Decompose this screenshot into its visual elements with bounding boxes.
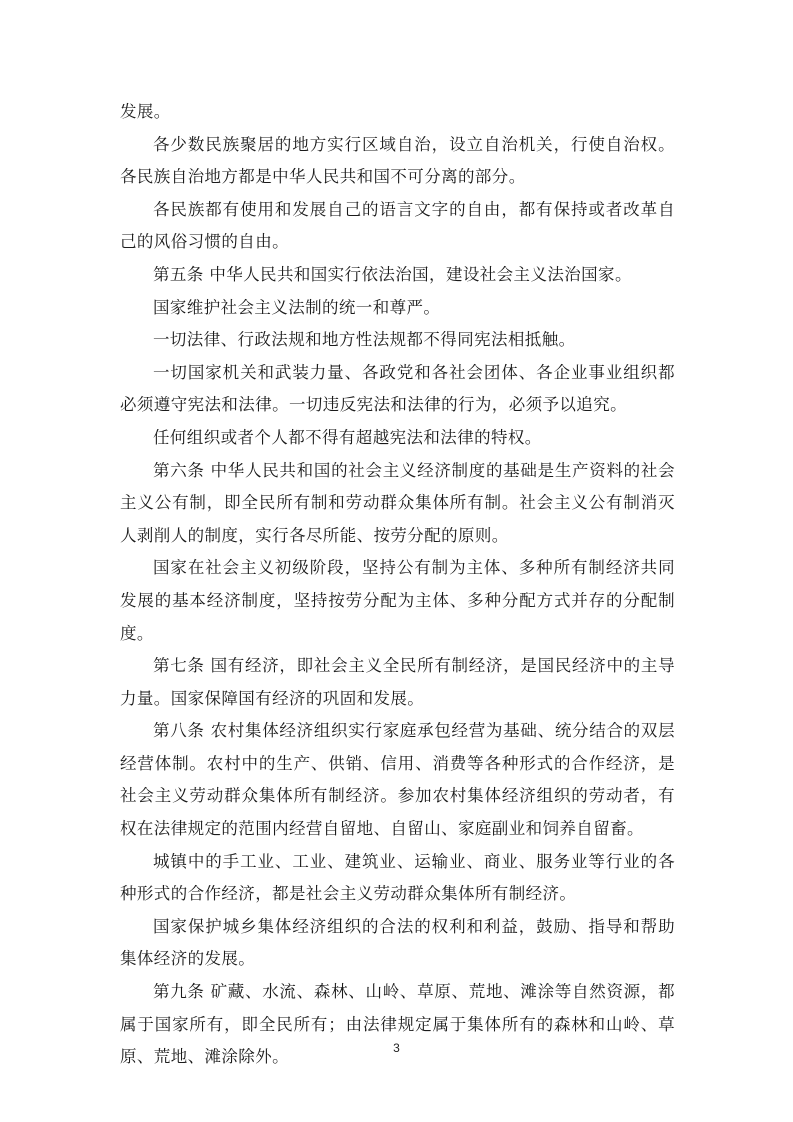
paragraph: 一切法律、行政法规和地方性法规都不得同宪法相抵触。 [153,330,576,350]
article-8-paragraph: 第八条 农村集体经济组织实行家庭承包经营为基础、统分结合的双层经营体制。农村中的生产、供销、信用、消费等各种形式的合作经济，是社会主义劳动群众集体所有制经济。参加农村集体经济组织的劳动者，有权在法律规定的范围内经营自留地、自留山、家庭副业和饲养自留畜。 [120,721,675,839]
article-5-paragraph: 第五条 中华人民共和国实行依法治国，建设社会主义法治国家。 [153,264,632,284]
paragraph: 城镇中的手工业、工业、建筑业、运输业、商业、服务业等行业的各种形式的合作经济，都是社会主义劳动群众集体所有制经济。 [120,851,675,904]
page-number: 3 [393,1041,400,1055]
article-9-paragraph: 第九条 矿藏、水流、森林、山岭、草原、荒地、滩涂等自然资源，都属于国家所有，即全民所有；由法律规定属于集体所有的森林和山岭、草原、荒地、滩涂除外。 [120,982,675,1067]
paragraph: 国家在社会主义初级阶段，坚持公有制为主体、多种所有制经济共同发展的基本经济制度，坚持按劳分配为主体、多种分配方式并存的分配制度。 [120,558,675,643]
paragraph: 发展。 [120,102,171,121]
paragraph: 一切国家机关和武装力量、各政党和各社会团体、各企业事业组织都必须遵守宪法和法律。一切违反宪法和法律的行为，必须予以追究。 [120,362,675,415]
article-6-paragraph: 第六条 中华人民共和国的社会主义经济制度的基础是生产资料的社会主义公有制，即全民所有制和劳动群众集体所有制。社会主义公有制消灭人剥削人的制度，实行各尽所能、按劳分配的原则。 [120,460,675,545]
document-body [120,96,675,1074]
paragraph: 国家维护社会主义法制的统一和尊严。 [153,297,441,317]
paragraph: 各少数民族聚居的地方实行区域自治，设立自治机关，行使自治权。各民族自治地方都是中华人民共和国不可分离的部分。 [120,134,675,187]
paragraph: 任何组织或者个人都不得有超越宪法和法律的特权。 [153,427,542,447]
article-7-paragraph: 第七条 国有经济，即社会主义全民所有制经济，是国民经济中的主导力量。国家保障国有经济的巩固和发展。 [120,656,675,708]
paragraph: 国家保护城乡集体经济组织的合法的权利和利益，鼓励、指导和帮助集体经济的发展。 [120,916,675,969]
paragraph: 各民族都有使用和发展自己的语言文字的自由，都有保持或者改革自己的风俗习惯的自由。 [120,199,675,252]
